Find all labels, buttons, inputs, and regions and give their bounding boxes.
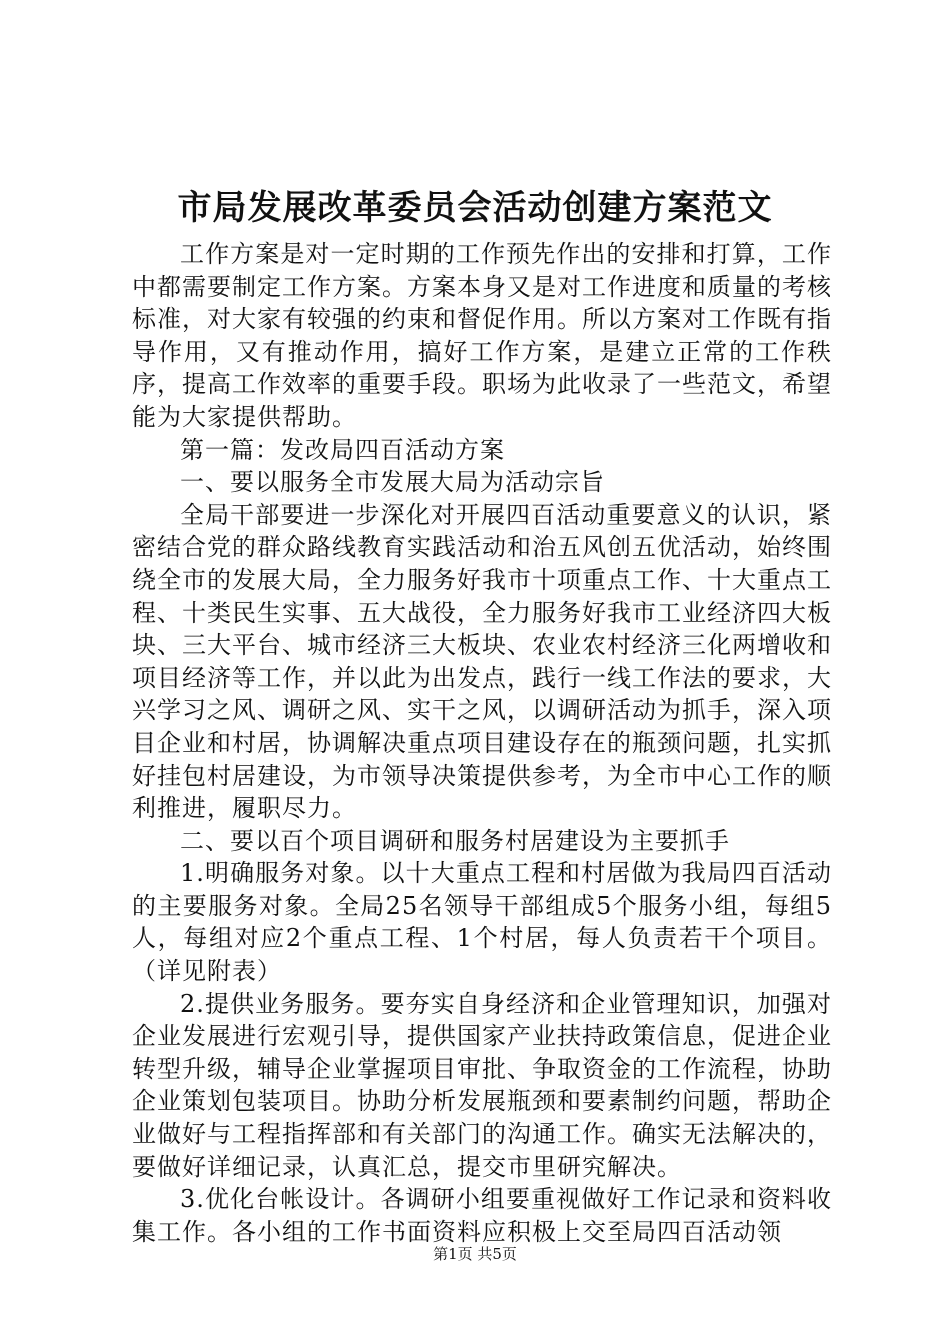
paragraph-section-2-heading: 二、要以百个项目调研和服务村居建设为主要抓手 — [180, 826, 730, 855]
paragraph-intro: 工作方案是对一定时期的工作预先作出的安排和打算，工作中都需要制定工作方案。方案本身又是对工作进度和质量的考核标准，对大家有较强的约束和督促作用。所以方案对工作既有指导作用，又有推动作用，搞好工作方案，是建立正常的工作秩序，提高工作效率的重要手段。职场为此收录了一些范文，希望能为大家提供帮助。 — [132, 240, 832, 431]
page-number-footer: 第1页 共5页 — [433, 1245, 517, 1263]
paragraph-item-2: 2.提供业务服务。要夯实自身经济和企业管理知识，加强对企业发展进行宏观引导，提供国家产业扶持政策信息，促进企业转型升级，辅导企业掌握项目审批、争取资金的工作流程，协助企业策划包装项目。协助分析发展瓶颈和要素制约问题，帮助企业做好与工程指挥部和有关部门的沟通工作。确实无法解决的，要做好详细记录，认真汇总，提交市里研究解决。 — [132, 989, 832, 1181]
paragraph-item-1: 1.明确服务对象。以十大重点工程和村居做为我局四百活动的主要服务对象。全局25名领导干部组成5个服务小组，每组5人，每组对应2个重点工程、1个村居，每人负责若干个项目。（详见附表） — [132, 859, 832, 986]
paragraph-section-1-body: 全局干部要进一步深化对开展四百活动重要意义的认识，紧密结合党的群众路线教育实践活动和治五风创五优活动，始终围绕全市的发展大局，全力服务好我市十项重点工作、十大重点工程、十类民生实事、五大战役，全力服务好我市工业经济四大板块、三大平台、城市经济三大板块、农业农村经济三化两增收和项目经济等工作，并以此为出发点，践行一线工作法的要求，大兴学习之风、调研之风、实干之风，以调研活动为抓手，深入项目企业和村居，协调解决重点项目建设存在的瓶颈问题，扎实抓好挂包村居建设，为市领导决策提供参考，为全市中心工作的顺利推进，履职尽力。 — [132, 500, 832, 823]
paragraph-section-1-heading: 一、要以服务全市发展大局为活动宗旨 — [180, 468, 605, 497]
paragraph-item-3: 3.优化台帐设计。各调研小组要重视做好工作记录和资料收集工作。各小组的工作书面资料应积极上交至局四百活动领 — [132, 1185, 832, 1246]
paragraph-chapter-heading: 第一篇：发改局四百活动方案 — [180, 435, 505, 464]
document-title: 市局发展改革委员会活动创建方案范文 — [177, 188, 773, 228]
document-body — [132, 238, 832, 1248]
